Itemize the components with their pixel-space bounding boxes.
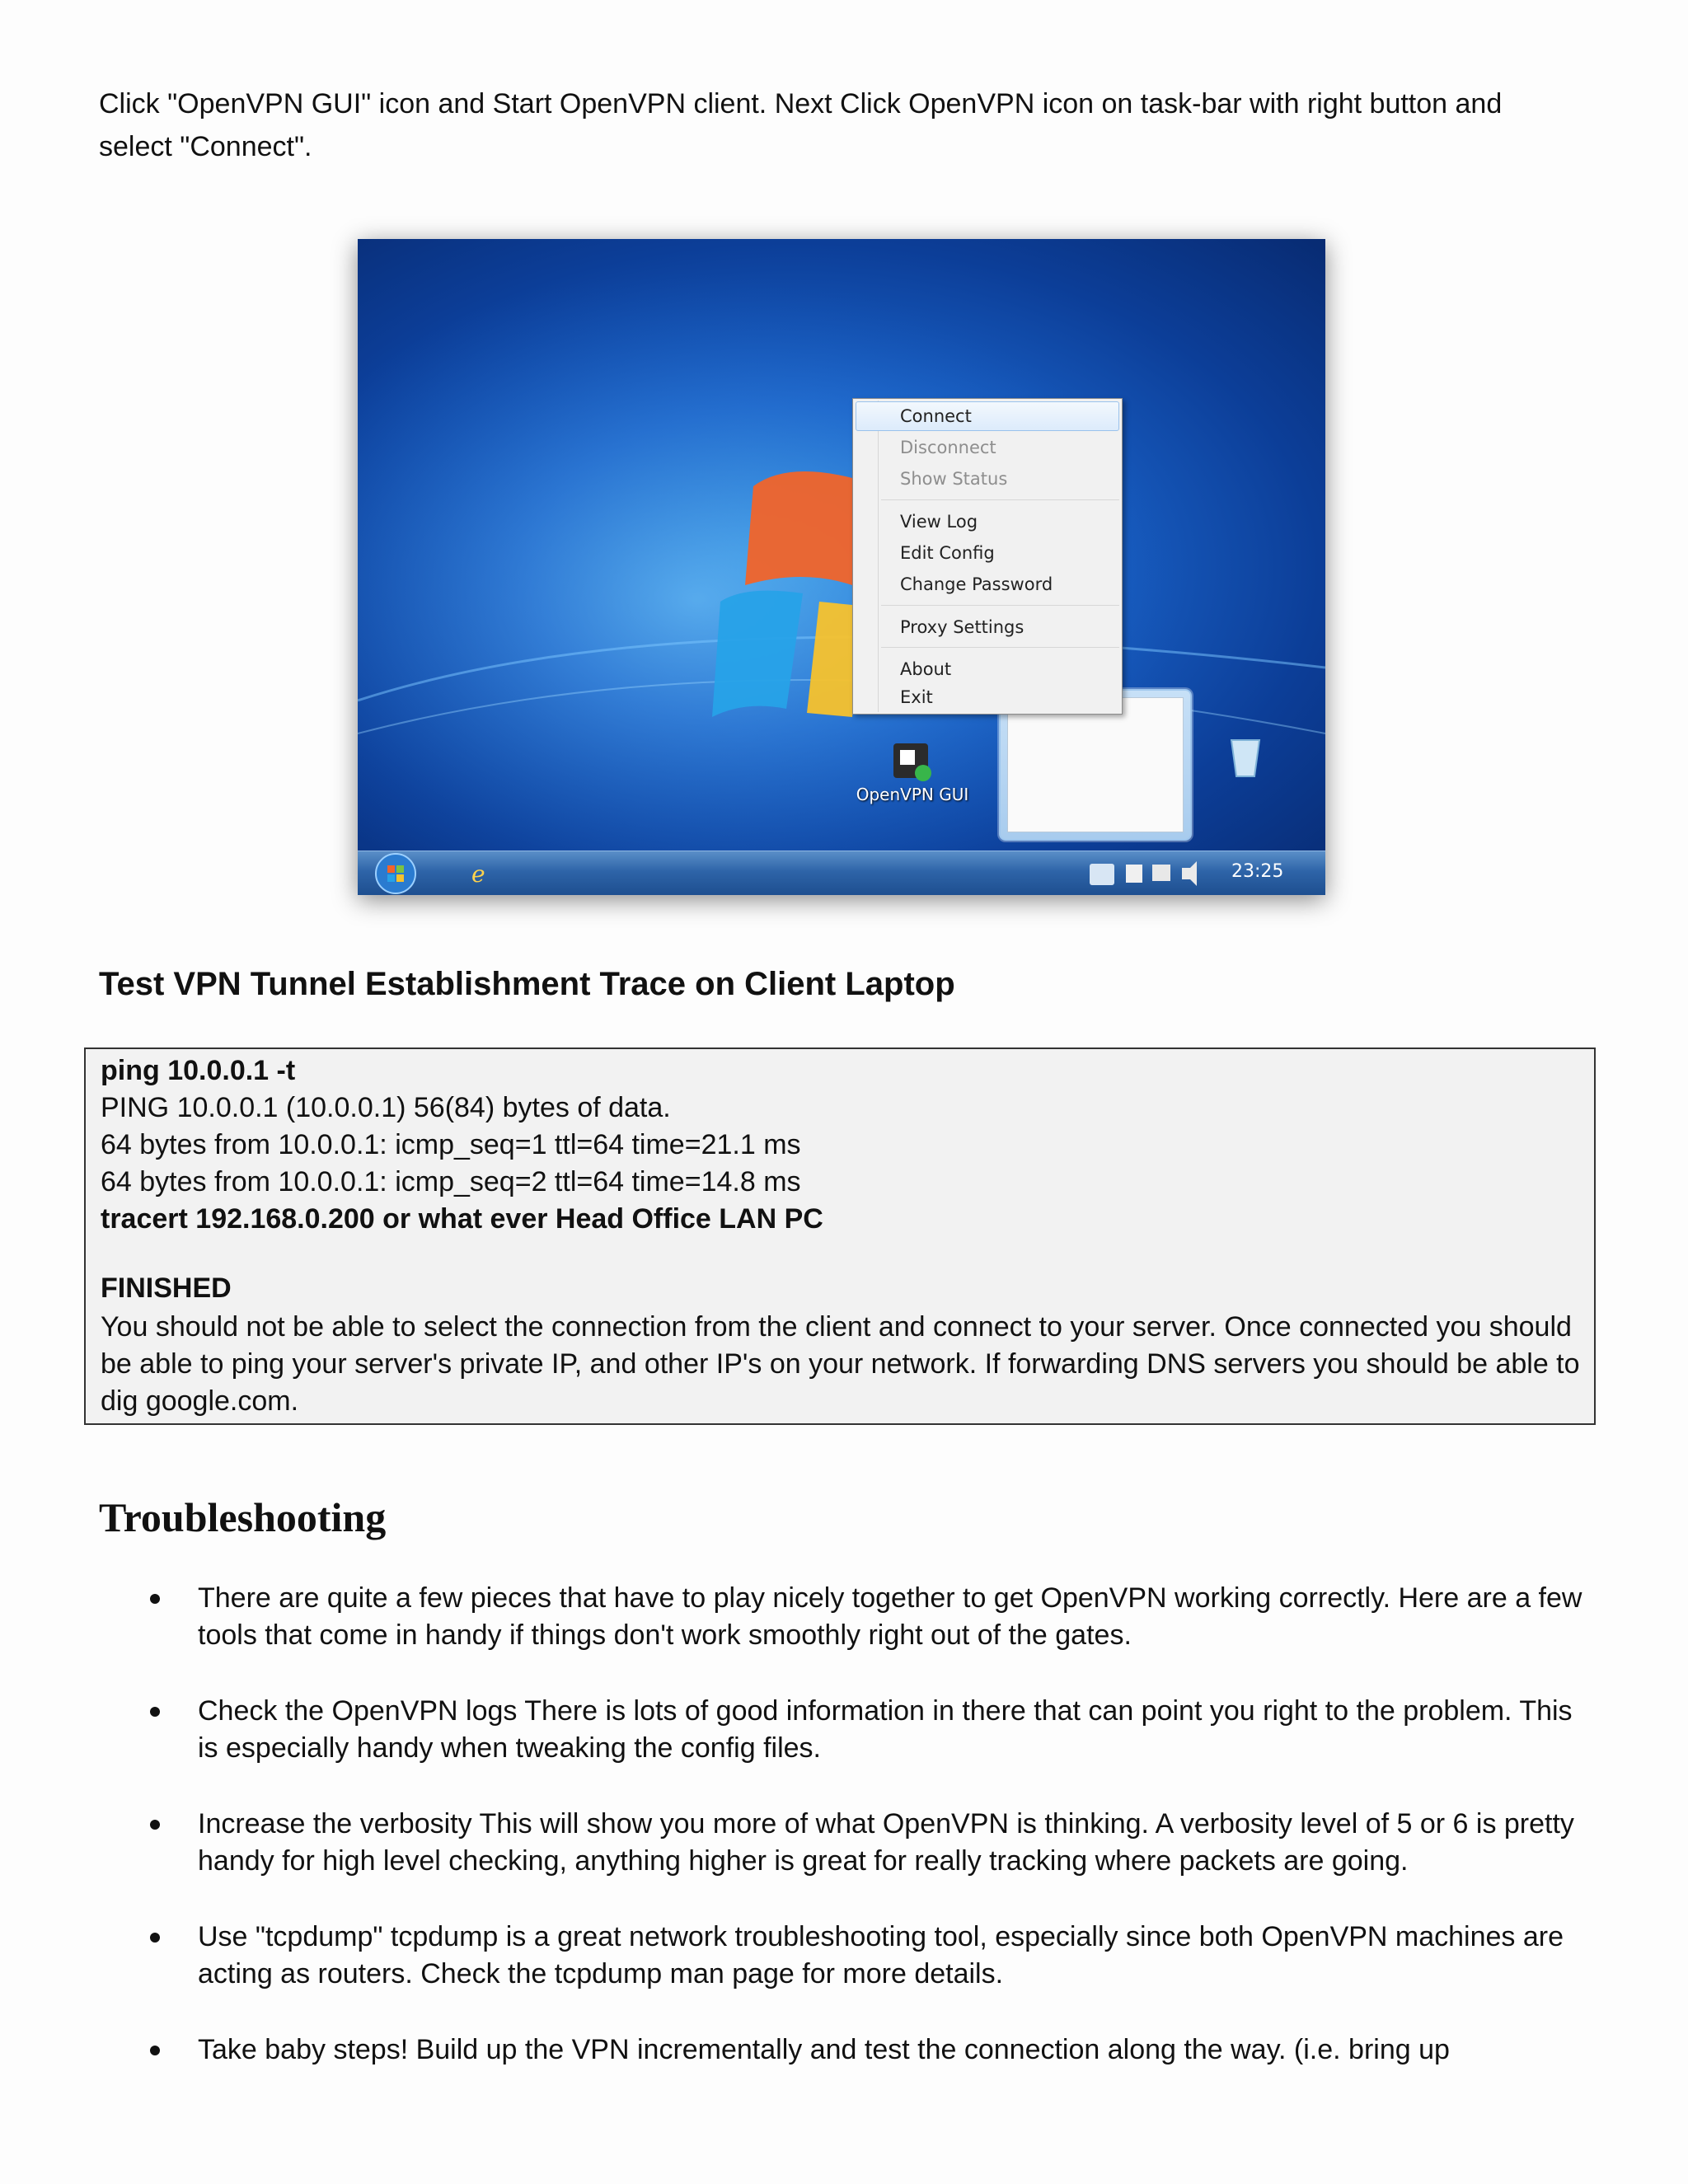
list-item: Check the OpenVPN logs There is lots of good information in there that can point you right to the problem. This is especially handy when tweaking the config files. xyxy=(198,1695,1573,1764)
show-hidden-icons-icon[interactable] xyxy=(1090,864,1114,885)
menu-item-connect[interactable]: Connect xyxy=(900,406,972,426)
ie-icon[interactable]: e xyxy=(471,860,485,888)
menu-item-disconnect[interactable]: Disconnect xyxy=(900,438,996,457)
bullet-icon xyxy=(150,1820,160,1830)
bullet-icon xyxy=(150,1594,160,1604)
menu-item-proxy-settings[interactable]: Proxy Settings xyxy=(900,617,1025,637)
trace-command-tracert: tracert 192.168.0.200 or what ever Head Office LAN PC xyxy=(101,1203,823,1235)
menu-item-show-status[interactable]: Show Status xyxy=(900,469,1008,489)
list-item: Increase the verbosity This will show you more of what OpenVPN is thinking. A verbosity level of 5 or 6 is pretty handy for high level checking, anything higher is great for really tracking where packets are going. xyxy=(198,1808,1574,1877)
menu-item-change-password[interactable]: Change Password xyxy=(900,574,1053,594)
trace-output-line: 64 bytes from 10.0.0.1: icmp_seq=2 ttl=64 time=14.8 ms xyxy=(101,1166,801,1197)
intro-paragraph: Click "OpenVPN GUI" icon and Start OpenVPN client. Next Click OpenVPN icon on task-bar with right button and select "Connect". xyxy=(99,88,1503,162)
taskbar-clock[interactable]: 23:25 xyxy=(1231,861,1284,882)
menu-item-about[interactable]: About xyxy=(900,659,952,679)
trace-output-line: 64 bytes from 10.0.0.1: icmp_seq=1 ttl=64 time=21.1 ms xyxy=(101,1129,801,1160)
volume-muted-icon[interactable] xyxy=(1182,861,1197,886)
start-button-icon[interactable] xyxy=(376,854,415,893)
trace-command-ping: ping 10.0.0.1 -t xyxy=(101,1055,296,1086)
section-heading-test-vpn: Test VPN Tunnel Establishment Trace on Client Laptop xyxy=(99,966,955,1002)
list-item: Take baby steps! Build up the VPN incrementally and test the connection along the way. (i.e. bring up xyxy=(198,2034,1450,2065)
list-item: There are quite a few pieces that have to play nicely together to get OpenVPN working correctly. Here are a few tools that come in handy if things don't work smoothly right out of the gates. xyxy=(198,1582,1582,1651)
bullet-icon xyxy=(150,2046,160,2055)
list-item: Use "tcpdump" tcpdump is a great network troubleshooting tool, especially since both OpenVPN machines are acting as routers. Check the tcpdump man page for more details. xyxy=(198,1921,1564,1990)
finished-text: You should not be able to select the connection from the client and connect to your server. Once connected you should be able to ping your server's private IP, and other IP's on your network. If forwarding DNS servers you should be able to dig google.com. xyxy=(101,1311,1580,1417)
trace-box xyxy=(84,1047,1596,1425)
bullet-icon xyxy=(150,1707,160,1717)
menu-item-view-log[interactable]: View Log xyxy=(900,512,978,532)
network-icon[interactable] xyxy=(1152,865,1170,881)
openvpn-context-menu xyxy=(852,398,1123,715)
menu-highlight xyxy=(856,401,1119,431)
troubleshooting-heading: Troubleshooting xyxy=(99,1494,387,1540)
bullet-icon xyxy=(150,1933,160,1943)
trace-output-line: PING 10.0.0.1 (10.0.0.1) 56(84) bytes of data. xyxy=(101,1092,671,1123)
openvpn-screenshot xyxy=(358,239,1325,895)
action-center-icon[interactable] xyxy=(1126,865,1142,883)
menu-item-exit[interactable]: Exit xyxy=(900,687,933,707)
openvpn-gui-desktop-icon[interactable]: OpenVPN GUI xyxy=(856,785,969,804)
finished-label: FINISHED xyxy=(101,1272,232,1304)
taskbar xyxy=(358,851,1325,895)
menu-item-edit-config[interactable]: Edit Config xyxy=(900,543,995,563)
